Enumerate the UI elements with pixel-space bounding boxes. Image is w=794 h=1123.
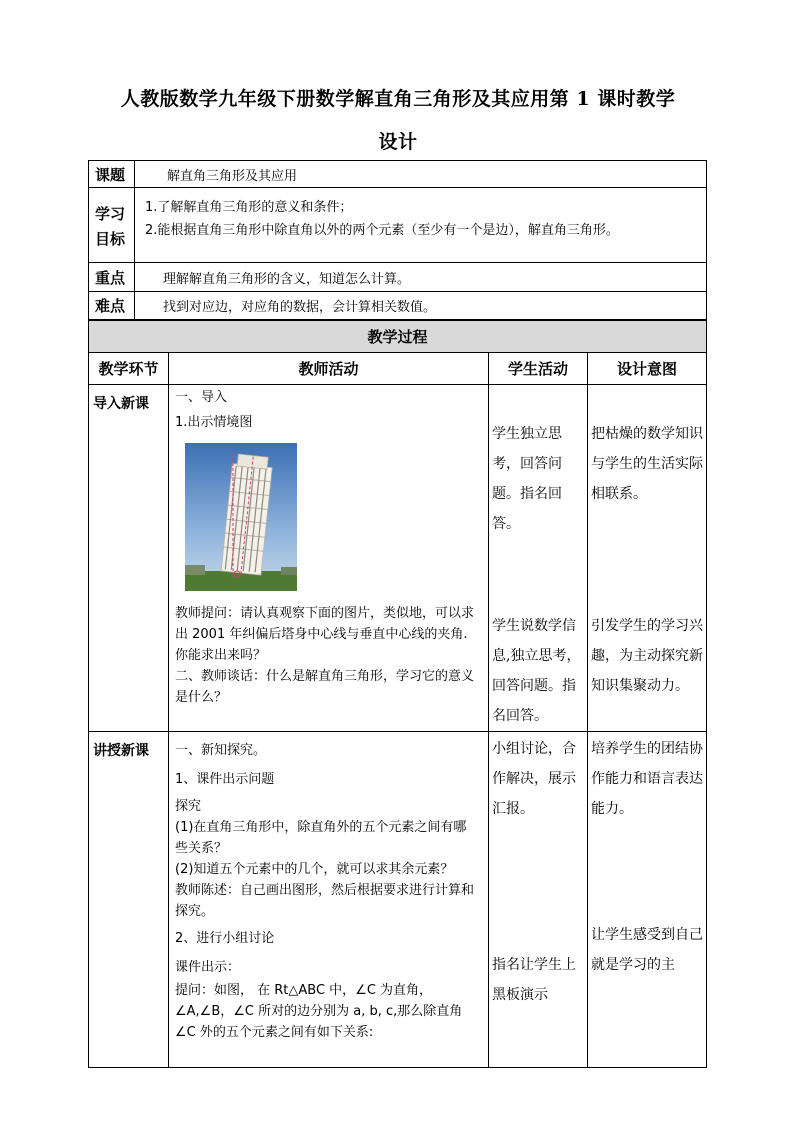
goals-label-line-2: 目标 <box>95 230 126 248</box>
lecture-explore-label: 探究 <box>175 799 202 814</box>
intro-student-activity <box>489 385 588 732</box>
stage-lecture: 讲授新课 <box>89 732 169 1068</box>
intro-teacher-activity <box>169 385 489 732</box>
lecture-student-1: 小组讨论，合作解决，展示汇报。 <box>492 741 576 817</box>
intro-intent-2: 引发学生的学习兴趣，为主动探究新知识集聚动力。 <box>591 618 703 694</box>
lecture-teacher-activity <box>169 732 489 1068</box>
leaning-tower-image <box>185 443 297 591</box>
goals-value <box>135 188 707 263</box>
lecture-heading: 一、新知探究。 <box>175 743 267 758</box>
lecture-design-intent <box>588 732 707 1068</box>
lecture-group-discussion: 2、进行小组讨论 <box>175 931 275 946</box>
topic-label: 课题 <box>89 161 135 188</box>
intro-scene-item: 1.出示情境图 <box>175 415 253 430</box>
document-title-line-1: 人教版数学九年级下册数学解直角三角形及其应用第 1 课时教学 <box>120 88 676 110</box>
intro-student-1: 学生独立思考，回答问题。指名回答。 <box>492 426 562 532</box>
lecture-problem-item: 1、课件出示问题 <box>175 772 275 787</box>
intro-teacher-talk: 二、教师谈话：什么是解直角三角形，学习它的意义是什么？ <box>175 669 475 705</box>
lecture-triangle-question: 提问：如图， 在 Rt△ABC 中，∠C 为直角， ∠A,∠B，∠C 所对的边分别为 a, b, c,那么除直角∠C 外的五个元素之间有如下关系: <box>175 983 463 1040</box>
topic-value: 解直角三角形及其应用 <box>135 161 707 188</box>
lecture-teacher-statement: 教师陈述：自己画出图形，然后根据要求进行计算和探究。 <box>175 883 475 919</box>
intro-design-intent <box>588 385 707 732</box>
goals-label <box>89 188 135 263</box>
difficulty-label: 难点 <box>89 292 135 320</box>
lecture-student-2: 指名让学生上黑板演示 <box>492 957 576 1003</box>
lecture-courseware-label: 课件出示： <box>175 960 241 975</box>
lecture-question-1: (1)在直角三角形中，除直角外的五个元素之间有哪些关系？ <box>175 820 467 856</box>
key-point-value: 理解解直角三角形的含义，知道怎么计算。 <box>135 263 707 292</box>
lecture-intent-1: 培养学生的团结协作能力和语言表达能力。 <box>591 741 703 817</box>
column-header-teacher: 教师活动 <box>169 353 489 385</box>
process-header: 教学过程 <box>89 321 707 353</box>
goals-label-line-1: 学习 <box>95 205 126 223</box>
lecture-student-activity <box>489 732 588 1068</box>
intro-intent-1: 把枯燥的数学知识与学生的生活实际相联系。 <box>591 426 703 502</box>
lecture-question-2: (2)知道五个元素中的几个，就可以求其余元素？ <box>175 862 454 877</box>
goal-item-2: 2.能根据直角三角形中除直角以外的两个元素（至少有一个是边），解直角三角形。 <box>145 223 619 238</box>
difficulty-value: 找到对应边，对应角的数据，会计算相关数值。 <box>135 292 707 320</box>
lesson-info-table <box>88 160 707 320</box>
lecture-intent-2: 让学生感受到自己就是学习的主 <box>591 927 703 973</box>
key-point-label: 重点 <box>89 263 135 292</box>
goal-item-1: 1.了解解直角三角形的意义和条件； <box>145 200 353 215</box>
document-title-line-2: 设计 <box>378 131 418 153</box>
intro-heading: 一、导入 <box>175 390 228 405</box>
column-header-student: 学生活动 <box>489 353 588 385</box>
column-header-intent: 设计意图 <box>588 353 707 385</box>
stage-intro: 导入新课 <box>89 385 169 732</box>
teaching-process-table <box>88 320 707 1068</box>
intro-teacher-question: 教师提问：请认真观察下面的图片，类似地，可以求出 2001 年纠偏后塔身中心线与垂直中心线的夹角.你能求出来吗？ <box>175 606 475 663</box>
intro-student-2: 学生说数学信息,独立思考，回答问题。指名回答。 <box>492 618 581 724</box>
column-header-stage: 教学环节 <box>89 353 169 385</box>
